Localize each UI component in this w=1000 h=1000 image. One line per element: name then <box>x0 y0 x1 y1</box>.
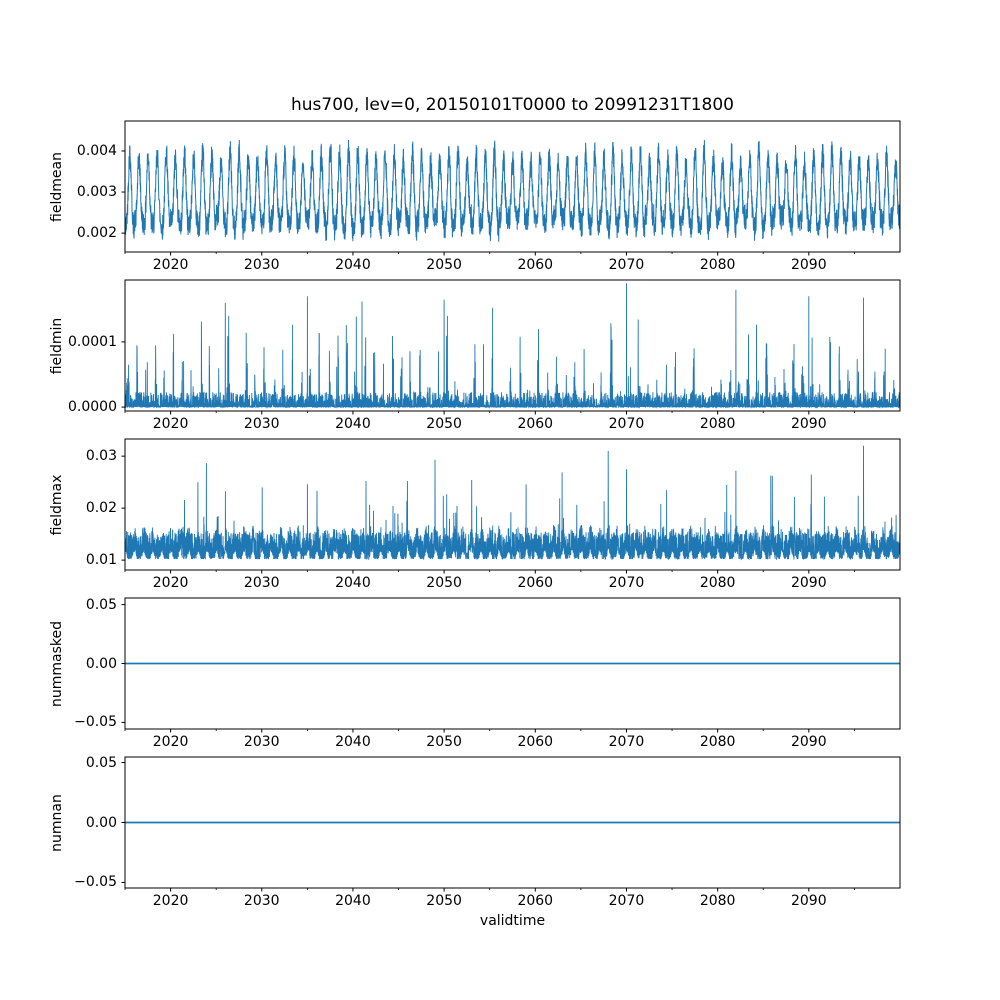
x-tick-label: 2060 <box>517 257 554 273</box>
x-tick-label: 2080 <box>699 734 736 750</box>
x-tick-label: 2020 <box>152 734 189 750</box>
y-tick-label: −0.05 <box>74 714 117 731</box>
x-tick-label: 2090 <box>790 416 827 432</box>
x-tick-label: 2070 <box>608 734 645 750</box>
x-tick-label: 2090 <box>790 575 827 591</box>
y-axis-label-fieldmean: fieldmean <box>49 151 65 222</box>
x-tick-label: 2090 <box>790 257 827 273</box>
y-tick-label: 0.004 <box>76 142 117 159</box>
x-tick-label: 2040 <box>335 734 371 750</box>
x-tick-label: 2080 <box>699 893 736 909</box>
y-tick-label: 0.02 <box>85 500 117 517</box>
x-tick-label: 2030 <box>243 893 280 909</box>
x-tick-label: 2050 <box>426 575 462 591</box>
x-tick-label: 2050 <box>426 257 462 273</box>
x-tick-label: 2060 <box>517 734 554 750</box>
y-tick-label: 0.00 <box>85 814 117 831</box>
y-tick-label: 0.01 <box>85 552 117 569</box>
x-tick-label: 2040 <box>335 416 371 432</box>
x-tick-label: 2030 <box>243 416 280 432</box>
x-tick-label: 2020 <box>152 416 189 432</box>
y-tick-label: 0.00 <box>85 655 117 672</box>
x-tick-label: 2080 <box>699 257 736 273</box>
y-tick-label: 0.05 <box>85 754 117 771</box>
x-tick-label: 2020 <box>152 257 189 273</box>
y-tick-label: 0.0001 <box>68 333 117 350</box>
y-tick-label: 0.05 <box>85 596 117 613</box>
x-tick-label: 2090 <box>790 893 827 909</box>
y-tick-label: −0.05 <box>74 874 117 891</box>
x-tick-label: 2020 <box>152 575 189 591</box>
x-axis-label: validtime <box>479 913 546 929</box>
x-tick-label: 2090 <box>790 734 827 750</box>
x-tick-label: 2060 <box>517 893 554 909</box>
x-tick-label: 2040 <box>335 575 371 591</box>
x-tick-label: 2030 <box>243 575 280 591</box>
y-tick-label: 0.002 <box>76 225 117 242</box>
y-axis-label-fieldmax: fieldmax <box>49 474 65 535</box>
x-tick-label: 2070 <box>608 575 645 591</box>
x-tick-label: 2020 <box>152 893 189 909</box>
x-tick-label: 2030 <box>243 257 280 273</box>
series-fieldmean <box>125 140 900 242</box>
series-fieldmax <box>125 446 900 559</box>
x-tick-label: 2030 <box>243 734 280 750</box>
chart-title: hus700, lev=0, 20150101T0000 to 20991231T1800 <box>291 95 734 115</box>
x-tick-label: 2050 <box>426 893 462 909</box>
y-axis-label-fieldmin: fieldmin <box>49 317 65 374</box>
x-tick-label: 2070 <box>608 416 645 432</box>
x-tick-label: 2070 <box>608 257 645 273</box>
x-tick-label: 2080 <box>699 575 736 591</box>
x-tick-label: 2080 <box>699 416 736 432</box>
x-tick-label: 2060 <box>517 575 554 591</box>
x-tick-label: 2040 <box>335 257 371 273</box>
x-tick-label: 2040 <box>335 893 371 909</box>
y-tick-label: 0.03 <box>85 448 117 465</box>
series-fieldmin <box>125 283 900 407</box>
x-tick-label: 2070 <box>608 893 645 909</box>
y-axis-label-nummasked: nummasked <box>49 620 65 707</box>
y-tick-label: 0.0000 <box>68 399 117 416</box>
x-tick-label: 2050 <box>426 734 462 750</box>
y-axis-label-numnan: numnan <box>49 793 65 852</box>
x-tick-label: 2060 <box>517 416 554 432</box>
y-tick-label: 0.003 <box>76 184 117 201</box>
x-tick-label: 2050 <box>426 416 462 432</box>
